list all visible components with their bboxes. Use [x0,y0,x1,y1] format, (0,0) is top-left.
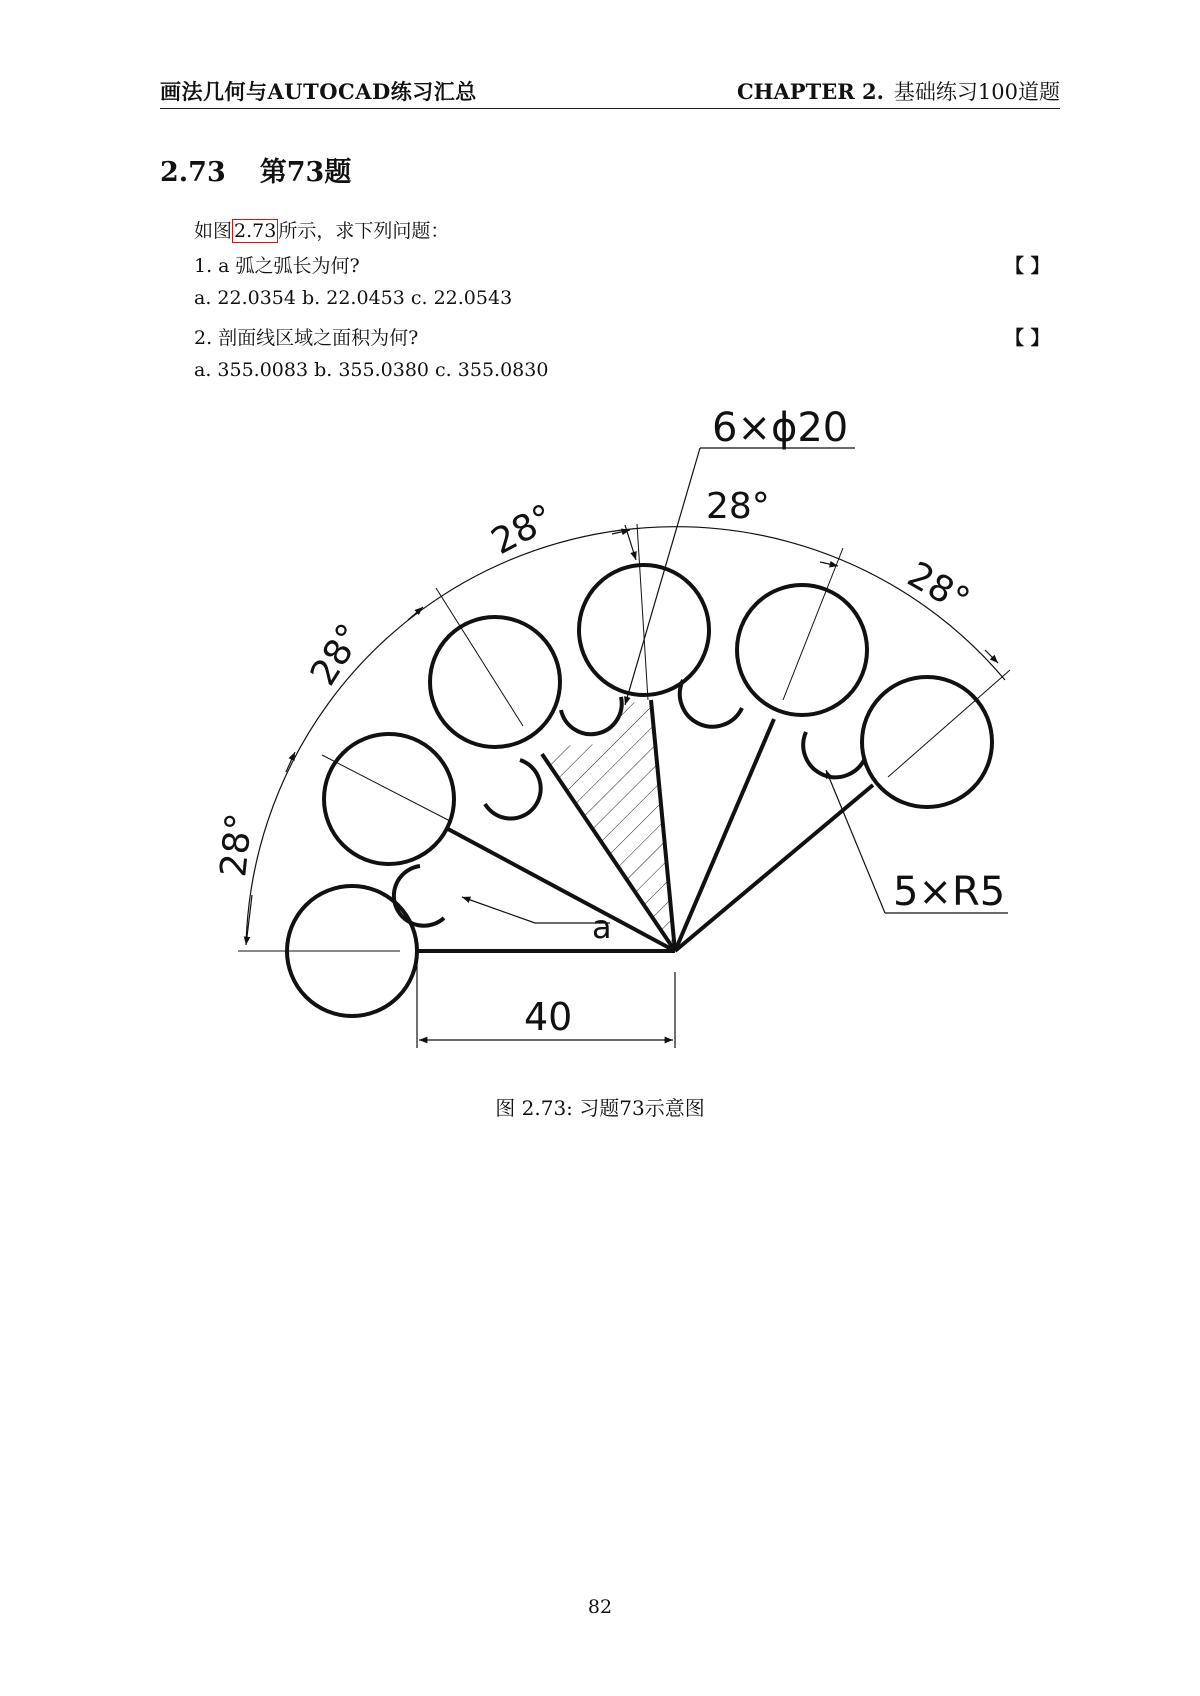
chapter-heading [737,76,1060,106]
fillet-arc-3 [561,697,622,734]
fillet-arc-1 [394,866,444,926]
page-number: 82 [587,1596,613,1618]
chapter-number: CHAPTER 2. [736,79,884,104]
book-title: 画法几何与AUTOCAD练习汇总 [160,79,477,104]
answer-bracket-1: 【 】 [1005,255,1050,277]
length-label: 40 [524,995,573,1039]
fillet-arc-5 [803,732,865,777]
angle-label-upper-left: 28° [484,496,561,563]
fillet-arc-4 [680,680,742,727]
angle-label-right: 28° [900,554,977,622]
angle-label-far-left: 28° [213,811,261,879]
arc-a-leader [462,897,610,923]
radial-line-5 [675,785,873,951]
figure-caption: 图 2.73: 习题73示意图 [495,1096,705,1120]
hole-circle-5 [737,585,867,715]
radial-line-4 [675,719,774,951]
angle-label-top: 28° [706,486,770,527]
hole-circle-2 [324,734,454,864]
question-1: 1. a 弧之弧长为何? [194,255,360,277]
section-name: 第73题 [259,157,352,188]
question-2: 2. 剖面线区域之面积为何? [194,327,419,349]
section-title [160,150,351,189]
intro-line [194,216,449,243]
angle-label-left: 28° [302,616,372,693]
figure-ref-link[interactable]: 2.73 [234,220,277,242]
hole-circle-6 [862,677,992,807]
intro-suffix: 所示，求下列问题： [278,220,450,242]
holes-label: 6×ϕ20 [712,405,849,451]
fillet-label: 5×R5 [893,869,1006,915]
question-2-options: a. 355.0083 b. 355.0380 c. 355.0830 [194,359,549,381]
intro-prefix: 如图 [194,220,233,242]
fillet-arc-2 [485,760,541,819]
figure-drawing [0,380,1200,1080]
section-number: 2.73 [160,157,226,188]
page-header [160,72,1060,109]
arc-a-label: a [592,908,612,946]
question-1-options: a. 22.0354 b. 22.0453 c. 22.0543 [194,287,513,309]
chapter-title: 基础练习100道题 [893,80,1060,104]
answer-bracket-2: 【 】 [1005,327,1050,349]
